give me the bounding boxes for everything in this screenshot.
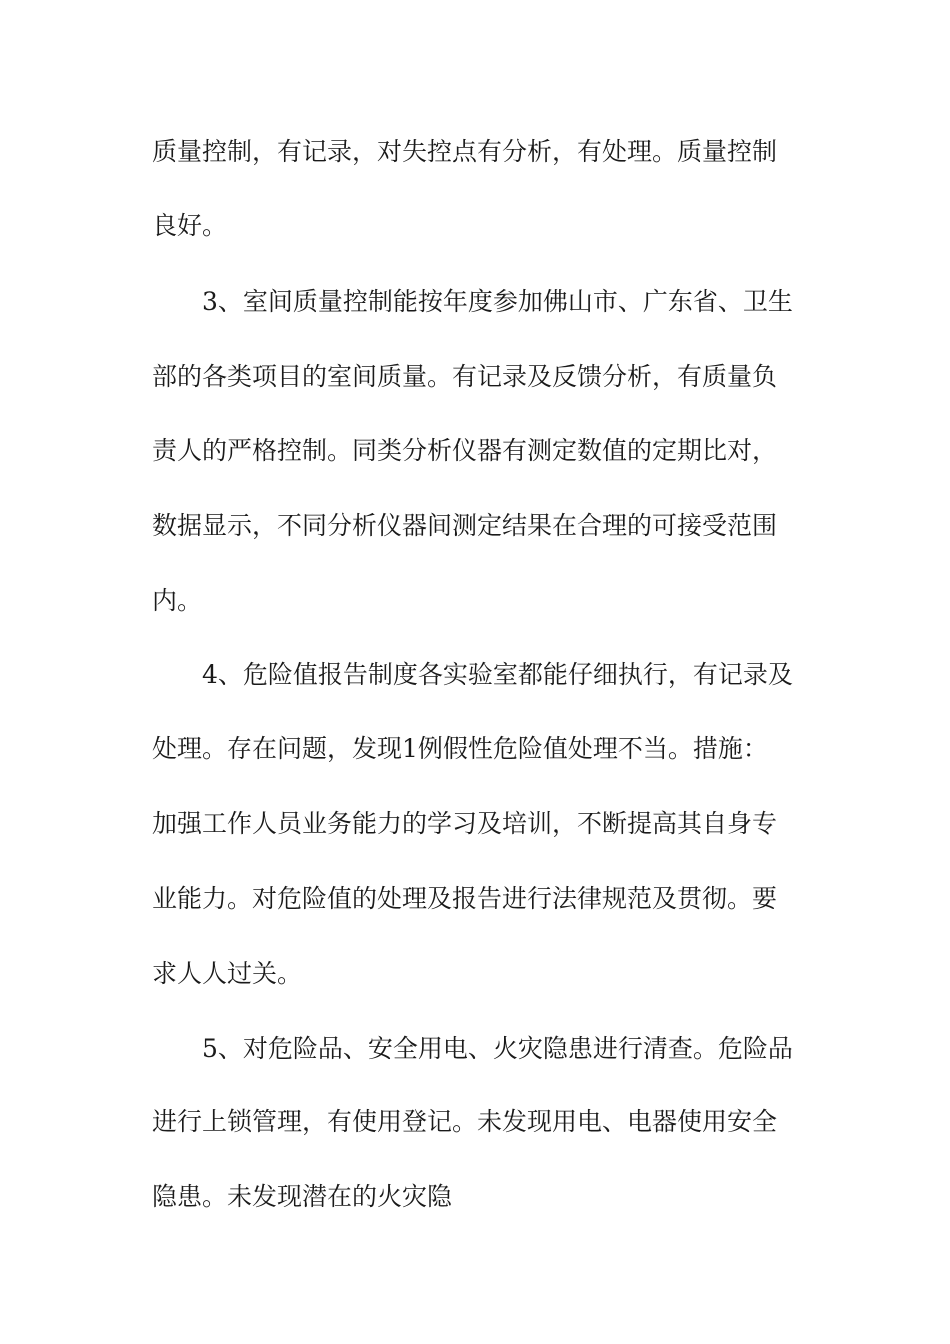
text-line-1: 质量控制，有记录，对失控点有分析，有处理。质量控制: [152, 137, 778, 166]
text-line-12: 求人人过关。: [152, 959, 303, 988]
text-line-7: 内。: [152, 586, 203, 615]
text-line-9: 处理。存在问题，发现1例假性危险值处理不当。措施：: [152, 734, 768, 763]
paragraph-4-start: 4、危险值报告制度各实验室都能仔细执行，有记录及: [202, 660, 793, 689]
text-line-4: 部的各类项目的室间质量。有记录及反馈分析，有质量负: [152, 362, 778, 391]
text-line-10: 加强工作人员业务能力的学习及培训，不断提高其自身专: [152, 809, 778, 838]
text-line-2: 良好。: [152, 211, 228, 240]
text-line-14: 进行上锁管理，有使用登记。未发现用电、电器使用安全: [152, 1107, 778, 1136]
text-line-15: 隐患。未发现潜在的火灾隐: [152, 1182, 453, 1211]
text-line-5: 责人的严格控制。同类分析仪器有测定数值的定期比对，: [152, 436, 778, 465]
paragraph-5-start: 5、对危险品、安全用电、火灾隐患进行清查。危险品: [202, 1034, 793, 1063]
paragraph-3-start: 3、室间质量控制能按年度参加佛山市、广东省、卫生: [202, 287, 793, 316]
text-line-6: 数据显示，不同分析仪器间测定结果在合理的可接受范围: [152, 511, 778, 540]
text-line-11: 业能力。对危险值的处理及报告进行法律规范及贯彻。要: [152, 884, 778, 913]
